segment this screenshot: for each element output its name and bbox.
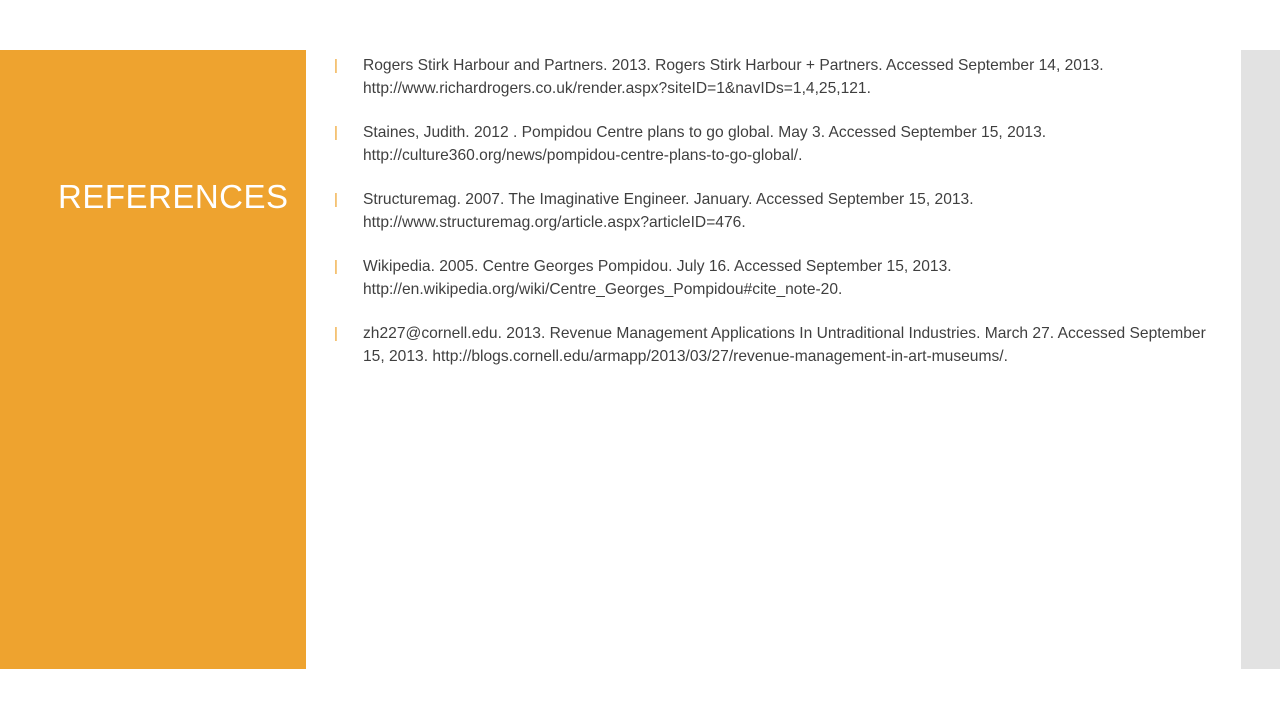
bullet-icon: | (334, 258, 338, 275)
reference-text: Wikipedia. 2005. Centre Georges Pompidou. July 16. Accessed September 15, 2013. http://en.wikipedia.org/wiki/Centre_Georges_Pompidou#cite_note-20. (363, 258, 952, 298)
reference-text: Rogers Stirk Harbour and Partners. 2013. Rogers Stirk Harbour + Partners. Accessed September 14, 2013. http://www.richardrogers.co.uk/render.aspx?siteID=1&navIDs=1,4,25,121. (363, 57, 1104, 97)
reference-text: zh227@cornell.edu. 2013. Revenue Management Applications In Untraditional Industries. March 27. Accessed September 15, 2013. http://blogs.cornell.edu/armapp/2013/03/27/revenue-management-in-art-museums/. (363, 325, 1206, 365)
slide-title: REFERENCES (58, 178, 289, 215)
reference-text: Staines, Judith. 2012 . Pompidou Centre plans to go global. May 3. Accessed September 15, 2013. http://culture360.org/news/pompidou-centre-plans-to-go-global/. (363, 124, 1047, 164)
reference-item (334, 323, 1214, 368)
title-sidebar (0, 50, 306, 669)
bullet-icon: | (334, 57, 338, 74)
reference-text: Structuremag. 2007. The Imaginative Engineer. January. Accessed September 15, 2013. http://www.structuremag.org/article.aspx?articleID=476. (363, 191, 974, 231)
reference-item (334, 256, 1214, 301)
right-accent-bar (1241, 50, 1280, 669)
bullet-icon: | (334, 124, 338, 141)
bullet-icon: | (334, 191, 338, 208)
references-list (334, 55, 1214, 390)
reference-item (334, 122, 1214, 167)
reference-item (334, 55, 1214, 100)
reference-item (334, 189, 1214, 234)
bullet-icon: | (334, 325, 338, 342)
